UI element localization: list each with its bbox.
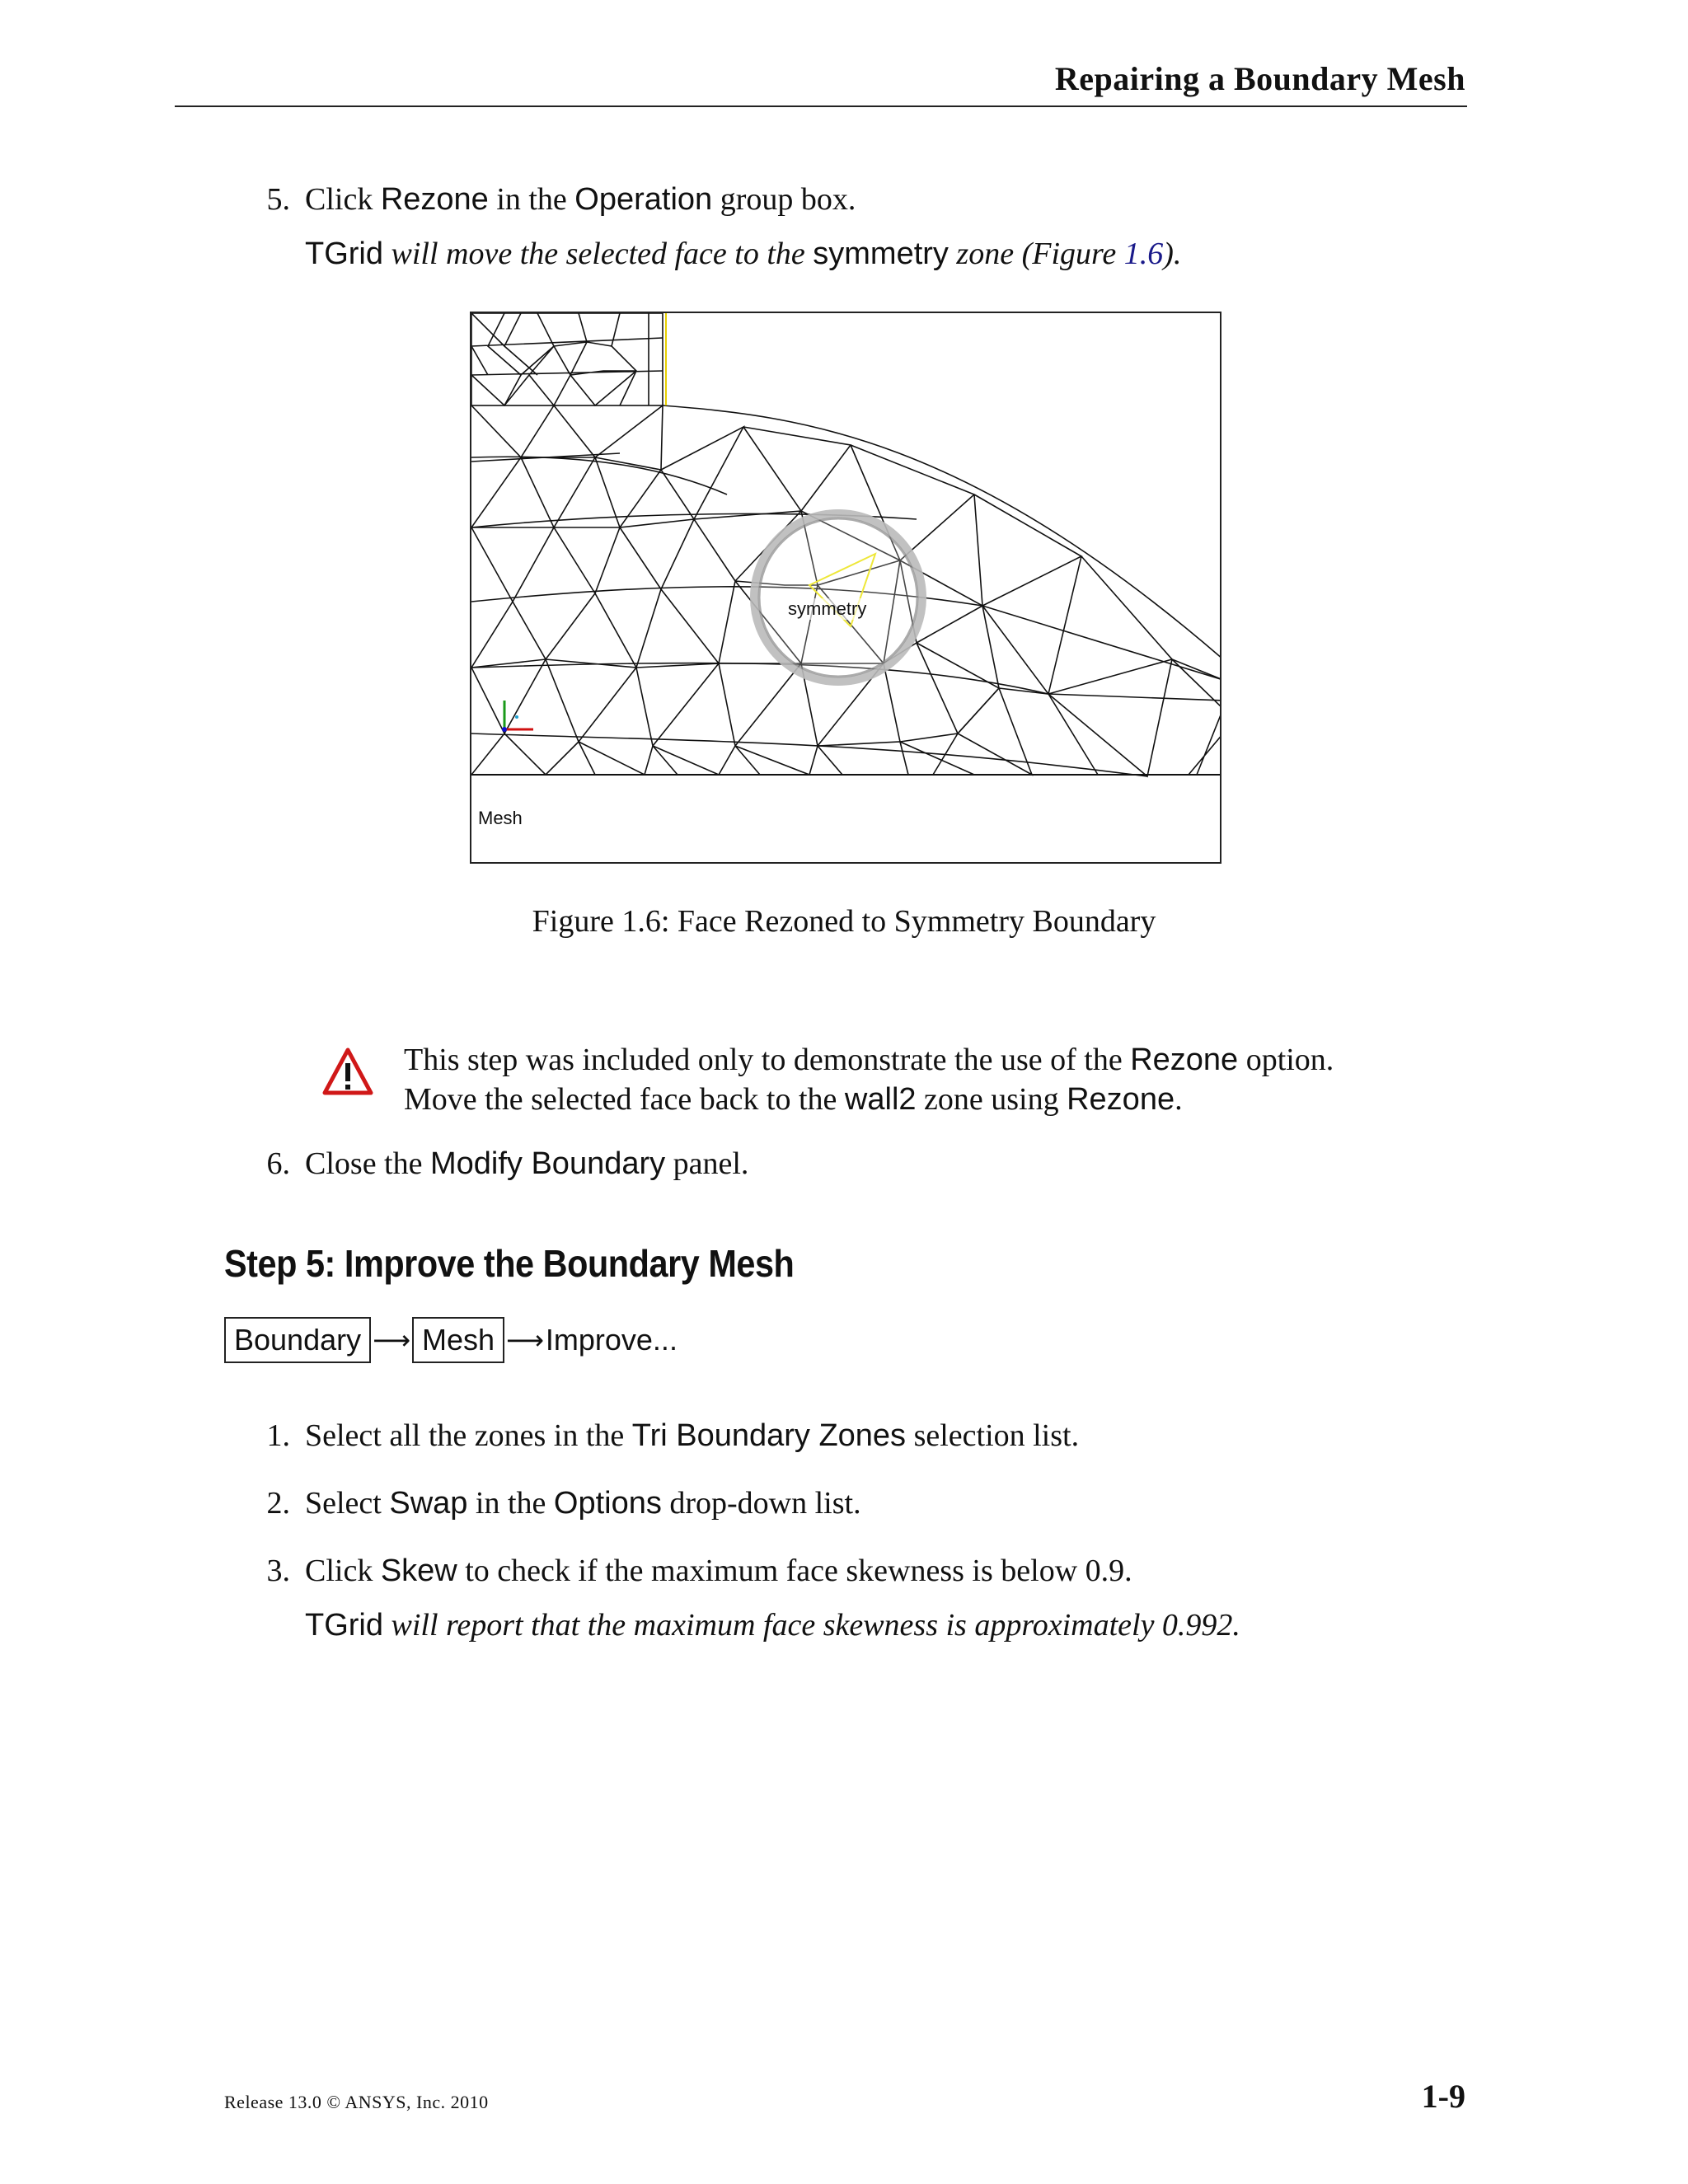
text: in the: [488, 182, 575, 217]
menu-arrow-icon: ⟶: [373, 1324, 410, 1356]
symmetry-label: symmetry: [788, 598, 867, 619]
tri-boundary-zones-term: Tri Boundary Zones: [631, 1418, 907, 1453]
skew-term: Skew: [380, 1554, 457, 1588]
item-number: 1.: [266, 1418, 290, 1453]
list-item: [247, 1483, 861, 1523]
figure-reference-link[interactable]: 1.6: [1123, 237, 1164, 271]
step-5-result: [305, 234, 1181, 274]
text: to check if the maximum face skewness is below 0.9.: [457, 1554, 1132, 1588]
running-header: Repairing a Boundary Mesh: [1054, 60, 1465, 97]
rezone-term: Rezone: [380, 182, 489, 217]
text: Select: [305, 1486, 390, 1521]
swap-term: Swap: [389, 1486, 468, 1521]
text: will report that the maximum face skewness is approximately 0.992.: [383, 1608, 1240, 1643]
warning-line-1: [404, 1040, 1334, 1080]
section-heading: Step 5: Improve the Boundary Mesh: [224, 1242, 795, 1285]
symmetry-term: symmetry: [813, 237, 949, 271]
item-number: 6.: [266, 1146, 290, 1181]
text: Move the selected face back to the: [404, 1082, 845, 1117]
warning-icon: [321, 1047, 374, 1098]
text: Select all the zones in the: [305, 1418, 632, 1453]
text: Click: [305, 182, 381, 217]
step-5-instruction: [247, 180, 856, 219]
text: zone using: [916, 1082, 1067, 1117]
text: in the: [467, 1486, 554, 1521]
item-number: 2.: [266, 1486, 290, 1521]
text: .: [1175, 1082, 1183, 1117]
text: zone (Figure: [948, 237, 1124, 271]
header-rule: [175, 105, 1467, 107]
mesh-viewport-label: Mesh: [478, 808, 523, 828]
text: Close the: [305, 1146, 430, 1181]
mesh-figure: [470, 312, 1221, 864]
text: option.: [1238, 1043, 1334, 1077]
text: This step was included only to demonstrate the use of the: [404, 1043, 1131, 1077]
operation-term: Operation: [574, 182, 713, 217]
text: Click: [305, 1554, 381, 1588]
list-item: [247, 1551, 1132, 1591]
modify-boundary-term: Modify Boundary: [429, 1146, 666, 1181]
list-item: [247, 1416, 1079, 1455]
wall2-term: wall2: [844, 1082, 917, 1117]
menu-path: [224, 1317, 678, 1363]
text: selection list.: [906, 1418, 1080, 1453]
rezone-term: Rezone: [1067, 1082, 1175, 1117]
item-number: 5.: [266, 182, 290, 217]
menu-improve[interactable]: Improve...: [545, 1323, 678, 1357]
footer-release: Release 13.0 © ANSYS, Inc. 2010: [224, 2092, 489, 2112]
text: drop-down list.: [661, 1486, 861, 1521]
page-number: 1-9: [1421, 2078, 1465, 2115]
menu-mesh[interactable]: Mesh: [412, 1317, 504, 1363]
text: panel.: [665, 1146, 749, 1181]
text: group box.: [712, 182, 856, 217]
text: will move the selected face to the: [383, 237, 814, 271]
step-3-result: [305, 1605, 1240, 1645]
text: ).: [1163, 237, 1182, 271]
figure-caption: Figure 1.6: Face Rezoned to Symmetry Boundary: [532, 904, 1156, 939]
warning-line-2: [404, 1080, 1183, 1119]
tgrid-term: TGrid: [305, 237, 383, 271]
menu-arrow-icon: ⟶: [506, 1324, 544, 1356]
mesh-drawing: [471, 313, 1221, 864]
item-number: 3.: [266, 1554, 290, 1588]
step-6-instruction: [247, 1144, 748, 1183]
menu-boundary[interactable]: Boundary: [224, 1317, 371, 1363]
rezone-term: Rezone: [1130, 1043, 1239, 1077]
tgrid-term: TGrid: [305, 1608, 383, 1643]
options-term: Options: [553, 1486, 662, 1521]
